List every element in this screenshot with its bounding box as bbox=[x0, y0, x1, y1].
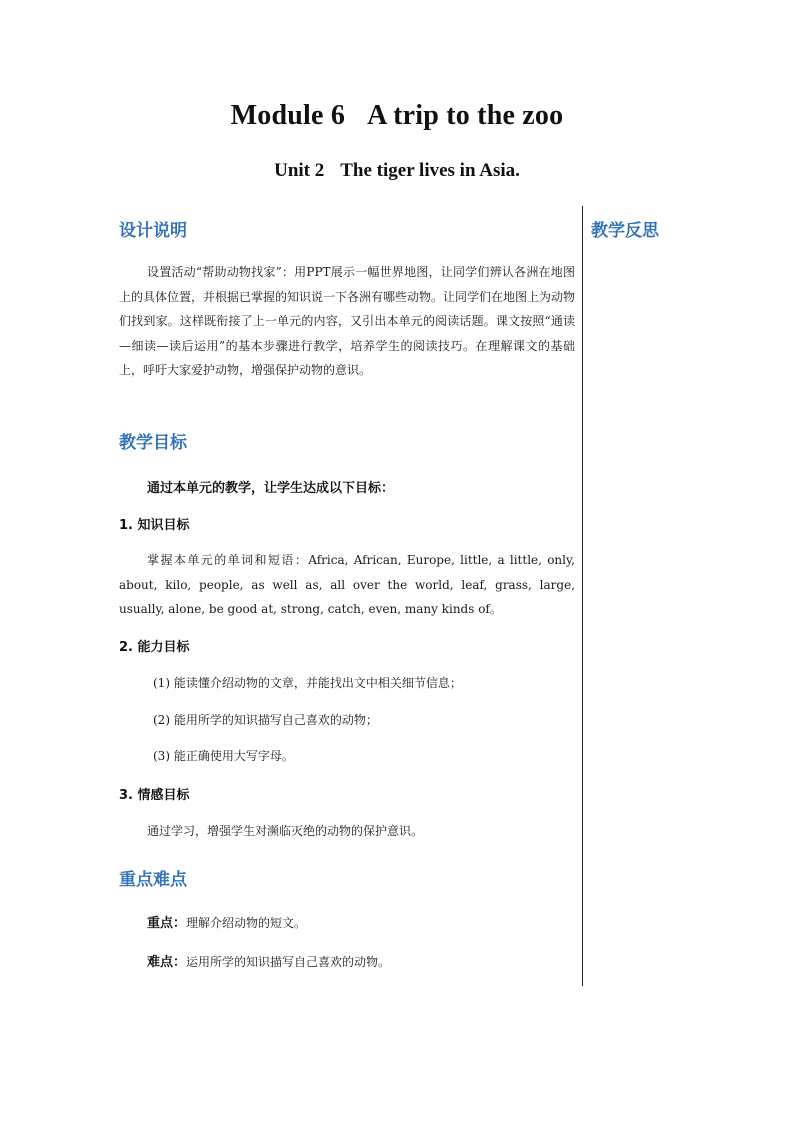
ability-item-2: (2) 能用所学的知识描写自己喜欢的动物； bbox=[153, 713, 378, 727]
difficult-point-row bbox=[147, 951, 390, 970]
design-text: 设置活动“帮助动物找家”：用PPT展示一幅世界地图，让同学们辨认各洲在地图上的具体位置，并根据已掌握的知识说一下各洲有哪些动物。让同学们在地图上为动物们找到家。这样既衔接了上一单元的内容，又引出本单元的阅读话题。课文按照“通读—细读—读后运用”的基本步骤进行教学，培养学生的阅读技巧。在理解课文的基础上，呼吁大家爱护动物，增强保护动物的意识。 bbox=[119, 265, 576, 377]
key-point-row bbox=[147, 912, 306, 931]
knowledge-heading: 1. 知识目标 bbox=[119, 518, 190, 533]
key-point-text: 理解介绍动物的短文。 bbox=[186, 916, 307, 930]
emotion-text: 通过学习，增强学生对濒临灭绝的动物的保护意识。 bbox=[147, 824, 424, 838]
unit-subtitle bbox=[0, 160, 794, 182]
emotion-heading: 3. 情感目标 bbox=[119, 788, 190, 803]
knowledge-text: 掌握本单元的单词和短语：Africa, African, Europe, little, a little, only, about, kilo, people, as well as, all over the world, leaf, grass, large, usually, alone, be good at, strong, catch, even, many kinds of。 bbox=[119, 553, 575, 616]
reflection-heading: 教学反思 bbox=[591, 221, 659, 241]
module-title: A trip to the zoo bbox=[367, 100, 564, 131]
goals-heading: 教学目标 bbox=[119, 433, 187, 453]
module-label: Module 6 bbox=[230, 100, 346, 131]
key-point-label: 重点： bbox=[147, 916, 187, 931]
unit-label: Unit 2 bbox=[274, 160, 325, 181]
goals-intro: 通过本单元的教学，让学生达成以下目标： bbox=[147, 481, 395, 496]
difficult-point-label: 难点： bbox=[147, 955, 187, 970]
key-points-heading: 重点难点 bbox=[119, 870, 187, 890]
column-divider bbox=[582, 206, 583, 986]
ability-item-3: (3) 能正确使用大写字母。 bbox=[153, 749, 294, 763]
unit-title: The tiger lives in Asia. bbox=[340, 160, 520, 181]
difficult-point-text: 运用所学的知识描写自己喜欢的动物。 bbox=[186, 955, 391, 969]
design-heading: 设计说明 bbox=[119, 221, 187, 241]
page-title bbox=[0, 100, 794, 132]
ability-heading: 2. 能力目标 bbox=[119, 640, 190, 655]
ability-item-1: (1) 能读懂介绍动物的文章，并能找出文中相关细节信息； bbox=[153, 676, 462, 690]
